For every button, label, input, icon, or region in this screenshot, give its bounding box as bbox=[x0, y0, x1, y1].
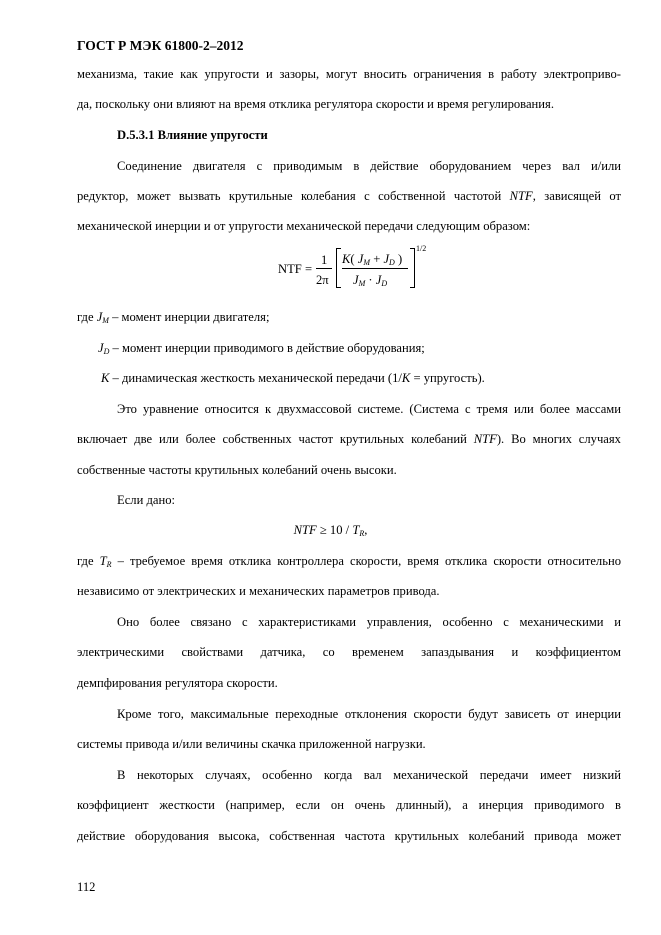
text-line: где $T_R$ – требуемое время отклика контроллера скорости, время отклика скорости относительно bbox=[77, 554, 621, 569]
text-line: действие оборудования высока, собственная частота крутильных колебаний привода может bbox=[77, 829, 621, 843]
left-bracket bbox=[336, 248, 341, 288]
formula-exponent: 1/2 bbox=[416, 244, 427, 253]
formula-denominator: $J_M \cdot J_D$ bbox=[353, 273, 388, 288]
right-bracket bbox=[410, 248, 415, 288]
text-line: Кроме того, максимальные переходные отклонения скорости будут зависеть от инерции bbox=[117, 707, 621, 721]
text-line: механической инерции и от упругости механической передачи следующим образом: bbox=[77, 219, 531, 233]
text-line: демпфирования регулятора скорости. bbox=[77, 676, 278, 690]
definition-k: K – динамическая жесткость механической передачи (1/K = упругость). bbox=[101, 371, 485, 385]
formula-condition: NTF ≥ $10 / T_R$, bbox=[293, 523, 368, 538]
formula-numerator-one: 1 bbox=[321, 253, 328, 267]
document-header: ГОСТ Р МЭК 61800-2–2012 bbox=[77, 38, 244, 53]
text-line: коэффициент жесткости (например, если он очень длинный), а инерция приводимого в bbox=[77, 798, 621, 812]
formula-numerator: K( $J_M + J_D$ ) bbox=[342, 252, 403, 267]
text-line: собственные частоты крутильных колебаний очень высоки. bbox=[77, 463, 397, 477]
text-line: включает две или более собственных частот крутильных колебаний NTF). Во многих случаях bbox=[77, 432, 621, 446]
formula-two-pi: 2π bbox=[316, 273, 329, 287]
definition-jm: где $J_M$ – момент инерции двигателя; bbox=[77, 310, 270, 325]
formula-lhs: NTF = bbox=[278, 262, 313, 276]
text-line: редуктор, может вызвать крутильные колебания с собственной частотой NTF, зависящей от bbox=[77, 189, 621, 203]
fraction-bar bbox=[342, 268, 408, 269]
text-line: независимо от электрических и механических параметров привода. bbox=[77, 584, 440, 598]
text-line: да, поскольку они влияют на время отклика регулятора скорости и время регулирования. bbox=[77, 97, 554, 111]
paragraph-4: Если дано: bbox=[117, 493, 175, 507]
fraction-bar bbox=[316, 268, 332, 269]
text-line: Соединение двигателя с приводимым в действие оборудованием через вал и/или bbox=[117, 159, 621, 173]
text-line: Оно более связано с характеристиками управления, особенно с механическими и bbox=[117, 615, 621, 629]
definition-jd: $J_D$ – момент инерции приводимого в действие оборудования; bbox=[98, 341, 425, 356]
formula-ntf bbox=[0, 246, 661, 296]
text-line: В некоторых случаях, особенно когда вал механической передачи имеет низкий bbox=[117, 768, 621, 782]
text-line: механизма, такие как упругости и зазоры, могут вносить ограничения в работу электроприво- bbox=[77, 67, 621, 81]
page-number: 112 bbox=[77, 880, 96, 894]
text-line: Это уравнение относится к двухмассовой системе. (Система с тремя или более массами bbox=[117, 402, 621, 416]
text-line: системы привода и/или величины скачка приложенной нагрузки. bbox=[77, 737, 426, 751]
section-heading: D.5.3.1 Влияние упругости bbox=[117, 128, 268, 142]
text-line: электрическими свойствами датчика, со временем запаздывания и коэффициентом bbox=[77, 645, 621, 659]
